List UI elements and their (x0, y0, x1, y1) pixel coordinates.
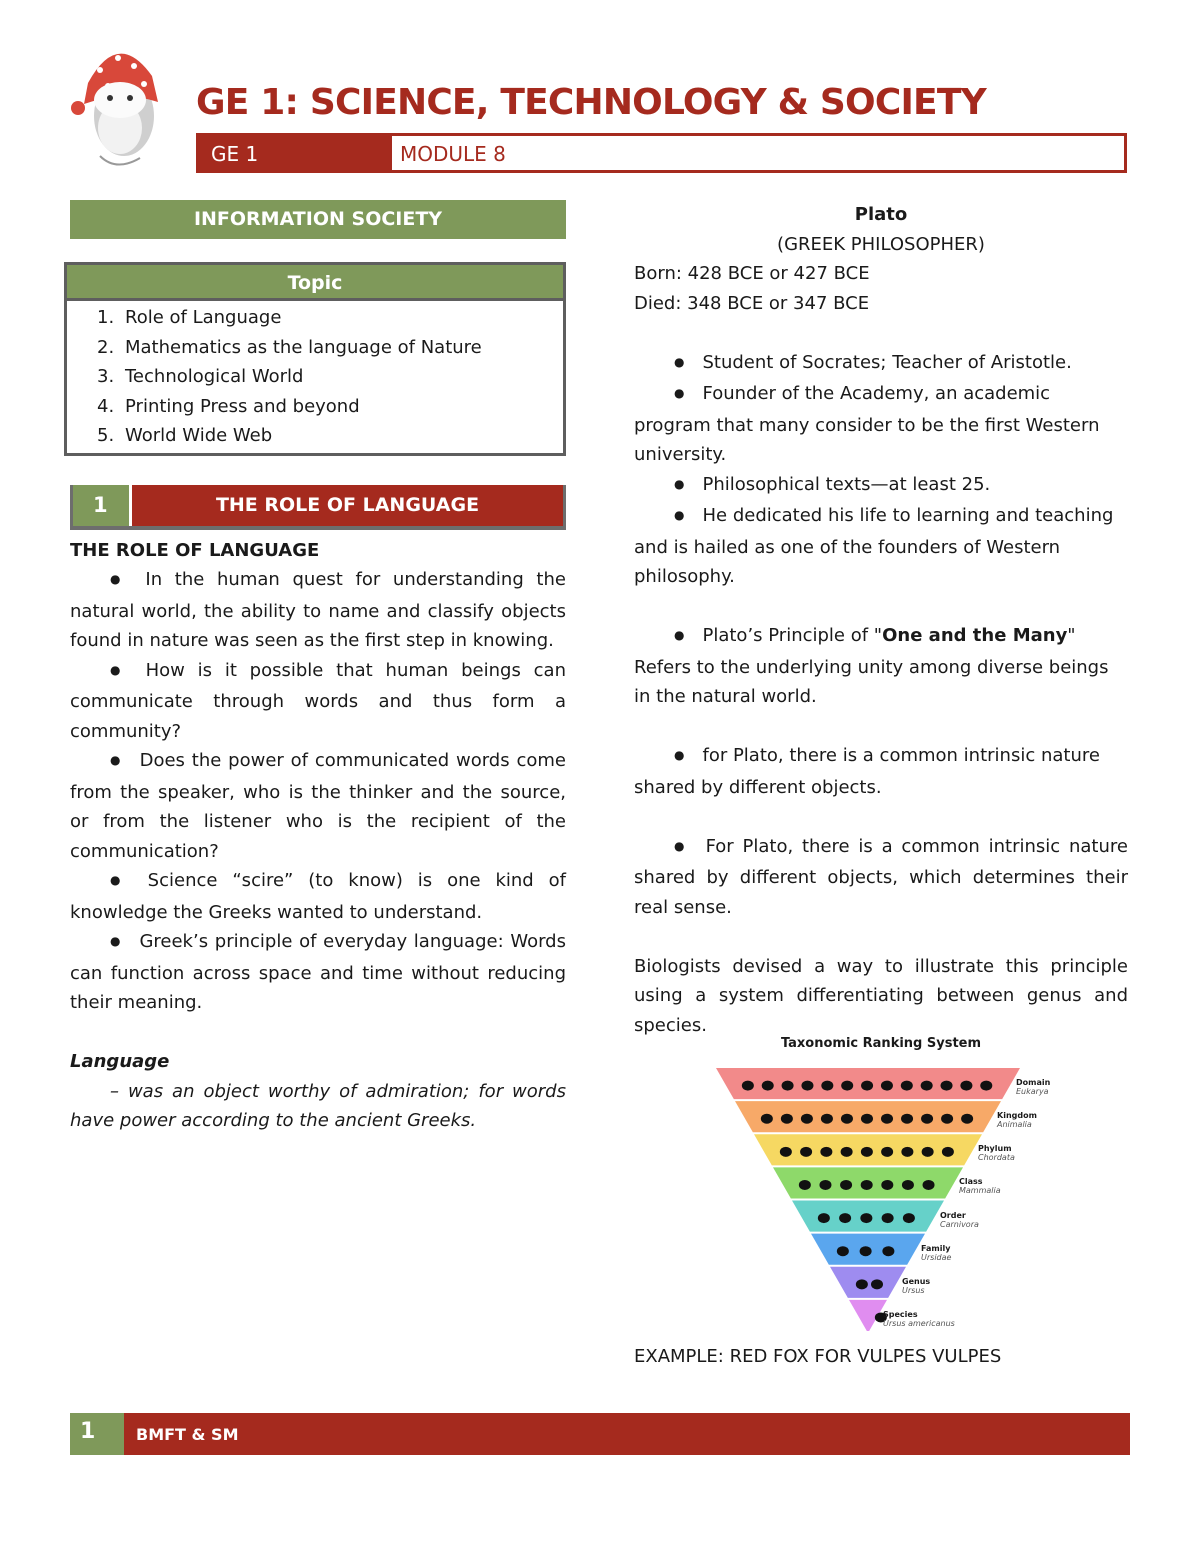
animal-silhouette (801, 1114, 813, 1124)
animal-silhouette (761, 1114, 773, 1124)
list-item: 5. World Wide Web (97, 425, 273, 447)
course-code: GE 1 (199, 136, 392, 170)
born-date: Born: 428 BCE or 427 BCE (634, 263, 870, 284)
animal-silhouette (902, 1180, 914, 1190)
animal-silhouette (781, 1114, 793, 1124)
animal-silhouette (841, 1147, 853, 1157)
animal-silhouette (901, 1147, 913, 1157)
list-item: 3. Technological World (97, 366, 304, 388)
module-bar (196, 133, 1127, 173)
animal-silhouette (860, 1246, 872, 1256)
rank-latin: Chordata (978, 1153, 1015, 1163)
animal-silhouette (819, 1180, 831, 1190)
animal-silhouette (901, 1114, 913, 1124)
animal-silhouette (780, 1147, 792, 1157)
animal-silhouette (881, 1180, 893, 1190)
rank-name: Class (959, 1177, 983, 1187)
rank-name: Order (940, 1210, 966, 1220)
topic-box (64, 262, 566, 456)
animal-silhouette (839, 1213, 851, 1223)
biologists-paragraph: Biologists devised a way to illustrate this principle using a system differentiating between genus and species. (634, 955, 1128, 1036)
sub-heading: THE ROLE OF LANGUAGE (70, 539, 320, 561)
language-definition: – was an object worthy of admiration; for words have power according to the ancient Greeks. (70, 1080, 566, 1132)
animal-silhouette (841, 1114, 853, 1124)
rank-name: Phylum (978, 1144, 1012, 1154)
rank-label (883, 1310, 955, 1328)
animal-silhouette (818, 1213, 830, 1223)
rank-name: Domain (1016, 1078, 1051, 1087)
animal-silhouette (856, 1279, 868, 1289)
animal-silhouette (961, 1114, 973, 1124)
animal-silhouette (881, 1081, 893, 1091)
animal-silhouette (841, 1081, 853, 1091)
rank-label (978, 1144, 1015, 1162)
rank-label (940, 1211, 979, 1229)
animal-silhouette (942, 1147, 954, 1157)
animal-silhouette (801, 1081, 813, 1091)
animal-silhouette (821, 1114, 833, 1124)
rank-name: Genus (902, 1276, 931, 1286)
rank-latin: Mammalia (959, 1186, 1001, 1196)
rank-name: Kingdom (997, 1111, 1037, 1121)
principle-bullet: ● Plato’s Principle of "One and the Many" (634, 621, 1128, 653)
animal-silhouette (941, 1114, 953, 1124)
bullet-item: ● for Plato, there is a common intrinsic nature shared by different objects. (634, 741, 1128, 802)
animal-silhouette (881, 1114, 893, 1124)
bullet-item: ● Science “scire” (to know) is one kind of knowledge the Greeks wanted to understand. (70, 866, 566, 927)
rank-name: Species (883, 1309, 918, 1319)
principle-name: One and the Many (882, 625, 1068, 646)
section-body (70, 536, 566, 1136)
figure-title: Taxonomic Ranking System (780, 1036, 982, 1051)
animal-silhouette (921, 1114, 933, 1124)
animal-silhouette (960, 1081, 972, 1091)
animal-silhouette (901, 1081, 913, 1091)
animal-silhouette (881, 1147, 893, 1157)
taxonomic-pyramid-figure (716, 1028, 1060, 1338)
animal-silhouette (941, 1081, 953, 1091)
pyramid-band (830, 1267, 906, 1298)
animal-silhouette (840, 1180, 852, 1190)
bullet-item: ● How is it possible that human beings can communicate through words and thus form a community? (70, 656, 566, 747)
animal-silhouette (922, 1147, 934, 1157)
rank-name: Family (921, 1243, 951, 1253)
rank-latin: Eukarya (1016, 1087, 1049, 1096)
animal-silhouette (860, 1213, 872, 1223)
animal-silhouette (799, 1180, 811, 1190)
section-1-bar (70, 485, 566, 530)
animal-silhouette (861, 1114, 873, 1124)
bullet-item: ● Does the power of communicated words come from the speaker, who is the thinker and the source, or from the listener who is the recipient of the communication? (70, 746, 566, 866)
section-title: THE ROLE OF LANGUAGE (132, 485, 563, 526)
list-item: 4. Printing Press and beyond (97, 395, 360, 417)
example-text: EXAMPLE: RED FOX FOR VULPES VULPES (634, 1346, 1002, 1367)
philosopher-name: Plato (854, 204, 908, 225)
topic-list (67, 301, 563, 453)
rank-label (959, 1177, 1001, 1195)
animal-silhouette (800, 1147, 812, 1157)
animal-silhouette (861, 1081, 873, 1091)
list-item: 2. Mathematics as the language of Nature (97, 336, 482, 358)
animal-silhouette (861, 1147, 873, 1157)
bullet-item: ● In the human quest for understanding the natural world, the ability to name and classify objects found in nature was seen as the first step in knowing. (70, 565, 566, 656)
rank-latin: Ursidae (921, 1252, 952, 1262)
animal-silhouette (782, 1081, 794, 1091)
rank-latin: Carnivora (940, 1219, 979, 1229)
rank-latin: Ursus americanus (883, 1318, 955, 1328)
bullet-item: ● Founder of the Academy, an academic program that many consider to be the first Western university. (634, 379, 1128, 470)
animal-silhouette (980, 1081, 992, 1091)
module-label: MODULE 8 (392, 136, 1124, 170)
animal-silhouette (837, 1246, 849, 1256)
rank-latin: Animalia (997, 1120, 1032, 1130)
footer (70, 1413, 1130, 1455)
footer-authors: BMFT & SM (124, 1413, 1130, 1455)
topic-heading: Topic (67, 265, 563, 301)
left-column (70, 200, 566, 1136)
animal-silhouette (923, 1180, 935, 1190)
document-title: GE 1: SCIENCE, TECHNOLOGY & SOCIETY (196, 82, 986, 123)
animal-silhouette (871, 1279, 883, 1289)
animal-silhouette (882, 1213, 894, 1223)
bullet-item: ● Greek’s principle of everyday language: Words can function across space and time without reducing their meaning. (70, 927, 566, 1018)
animal-silhouette (742, 1081, 754, 1091)
rank-label (902, 1277, 930, 1295)
bullet-item: ● For Plato, there is a common intrinsic nature shared by different objects, which determines their real sense. (634, 832, 1128, 923)
list-item: 1. Role of Language (97, 307, 282, 328)
animal-silhouette (820, 1147, 832, 1157)
animal-silhouette (921, 1081, 933, 1091)
philosopher-role: (GREEK PHILOSOPHER) (777, 233, 985, 255)
right-column (634, 200, 1128, 1040)
rank-latin: Ursus (902, 1285, 925, 1295)
animal-silhouette (762, 1081, 774, 1091)
rank-label (921, 1244, 951, 1262)
rank-label (997, 1111, 1037, 1129)
died-date: Died: 348 BCE or 347 BCE (634, 292, 870, 314)
animal-silhouette (903, 1213, 915, 1223)
rank-label (1016, 1078, 1050, 1096)
section-heading: INFORMATION SOCIETY (70, 200, 566, 239)
language-term: Language (70, 1051, 170, 1073)
animal-silhouette (882, 1246, 894, 1256)
bullet-item: ● Student of Socrates; Teacher of Aristotle. (634, 348, 1128, 380)
animal-silhouette (821, 1081, 833, 1091)
pyramid-graphic (716, 1028, 1060, 1338)
page-number: 1 (70, 1413, 124, 1455)
principle-text: Refers to the underlying unity among diverse beings in the natural world. (634, 656, 1109, 707)
bullet-item: ● Philosophical texts—at least 25. (634, 470, 1128, 502)
animal-silhouette (861, 1180, 873, 1190)
kitten-mascot-logo (60, 28, 172, 178)
bullet-item: ● He dedicated his life to learning and teaching and is hailed as one of the founders of Western philosophy. (634, 501, 1128, 592)
section-number: 1 (73, 485, 129, 526)
